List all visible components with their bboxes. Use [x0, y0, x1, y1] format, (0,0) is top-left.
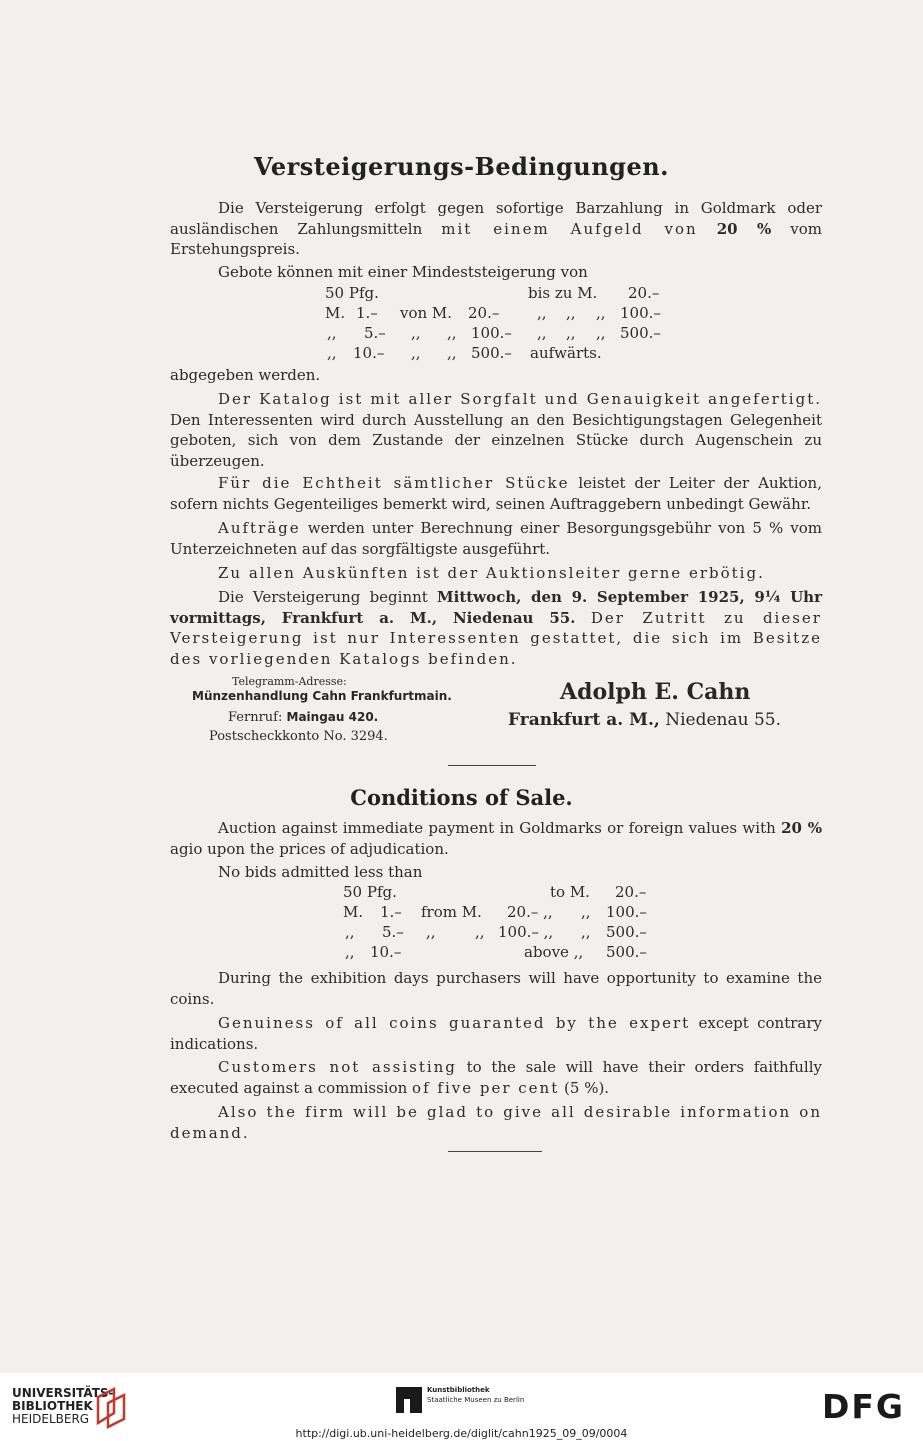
- german-paragraph-orders: Aufträge werden unter Berechnung einer Besorgungsgebühr von 5 % vom Unterzeichneten auf das sorgfältigste ausgeführt.: [170, 519, 822, 558]
- closing-rule: [448, 1151, 542, 1152]
- english-paragraph-customers: Customers not assisting to the sale will have their orders faithfully executed against a commission of five per cent (5 %).: [170, 1058, 822, 1097]
- university-library-logo-icon: [94, 1383, 128, 1431]
- english-bids-table: 50 Pfg. to M. 20.– M. 1.– from M. 20.– ,, ,, 100.– ,, 5.– ,, ,, 100.– ,, ,, 500.– ,, 10.– above ,, 500.–: [343, 883, 647, 961]
- divider-rule: [448, 765, 536, 766]
- phone-line: Fernruf: Maingau 420.: [228, 710, 379, 725]
- dfg-logo: DFG: [822, 1387, 906, 1426]
- viewer-footer: [0, 1373, 923, 1441]
- german-bids-outro: abgegeben werden.: [170, 366, 321, 384]
- english-paragraph-genuineness: Genuiness of all coins guaranted by the expert except contrary indications.: [170, 1014, 822, 1053]
- english-title: Conditions of Sale.: [350, 785, 573, 810]
- postal-account: Postscheckkonto No. 3294.: [209, 729, 388, 744]
- german-title: Versteigerungs-Bedingungen.: [253, 152, 670, 181]
- firm-address: Frankfurt a. M., Niedenau 55.: [508, 710, 781, 730]
- english-paragraph-exhibition: During the exhibition days purchasers will have opportunity to examine the coins.: [170, 969, 822, 1008]
- german-bids-table: 50 Pfg. bis zu M. 20.– M. 1.– von M. 20.– ,, ,, ,, 100.– ,, 5.– ,, ,, 100.– ,, ,, ,, 500.– ,, 10.– ,, ,, 500.– aufwärts.: [325, 284, 661, 362]
- german-paragraph-authenticity: Für die Echtheit sämtlicher Stücke leistet der Leiter der Auktion, sofern nichts Gegenteiliges bemerkt wird, seinen Auftraggebern unbedingt Gewähr.: [170, 474, 822, 513]
- kunstbibliothek-name: Kunstbibliothek Staatliche Museen zu Berlin: [427, 1386, 525, 1404]
- german-bids-intro: Gebote können mit einer Mindeststeigerung von: [218, 263, 588, 281]
- german-paragraph-auction-date: Die Versteigerung beginnt Mittwoch, den 9. September 1925, 9¼ Uhr vormittags, Frankfurt a. M., Niedenau 55. Der Zutritt zu dieser Versteigerung ist nur Interessenten gestattet, die sich im Besitze des vorliegenden Katalogs befinden.: [170, 588, 822, 668]
- document-url[interactable]: http://digi.ub.uni-heidelberg.de/diglit/cahn1925_09_09/0004: [295, 1427, 628, 1440]
- english-paragraph-payment: Auction against immediate payment in Goldmarks or foreign values with 20 % agio upon the prices of adjudication.: [170, 819, 822, 858]
- english-paragraph-information: Also the firm will be glad to give all desirable information on demand.: [170, 1103, 822, 1142]
- university-library-name: UNIVERSITÄTS- BIBLIOTHEK HEIDELBERG: [12, 1386, 114, 1426]
- english-bids-intro: No bids admitted less than: [218, 863, 423, 881]
- german-paragraph-payment: Die Versteigerung erfolgt gegen sofortige Barzahlung in Goldmark oder ausländischen Zahlungsmitteln mit einem Aufgeld von 20 % vom Erstehungspreis.: [170, 199, 822, 258]
- kunstbibliothek-logo-icon: [396, 1387, 422, 1413]
- german-paragraph-catalog: Der Katalog ist mit aller Sorgfalt und Genauigkeit angefertigt. Den Interessenten wird durch Ausstellung an den Besichtigungstagen Gelegenheit geboten, sich von dem Zustande der einzelnen Stücke durch Augenschein zu überzeugen.: [170, 390, 822, 470]
- telegram-name: Münzenhandlung Cahn Frankfurtmain.: [192, 689, 452, 703]
- german-paragraph-information: Zu allen Auskünften ist der Auktionsleiter gerne erbötig.: [218, 564, 765, 582]
- telegram-label: Telegramm-Adresse:: [232, 675, 347, 688]
- firm-name: Adolph E. Cahn: [560, 679, 751, 705]
